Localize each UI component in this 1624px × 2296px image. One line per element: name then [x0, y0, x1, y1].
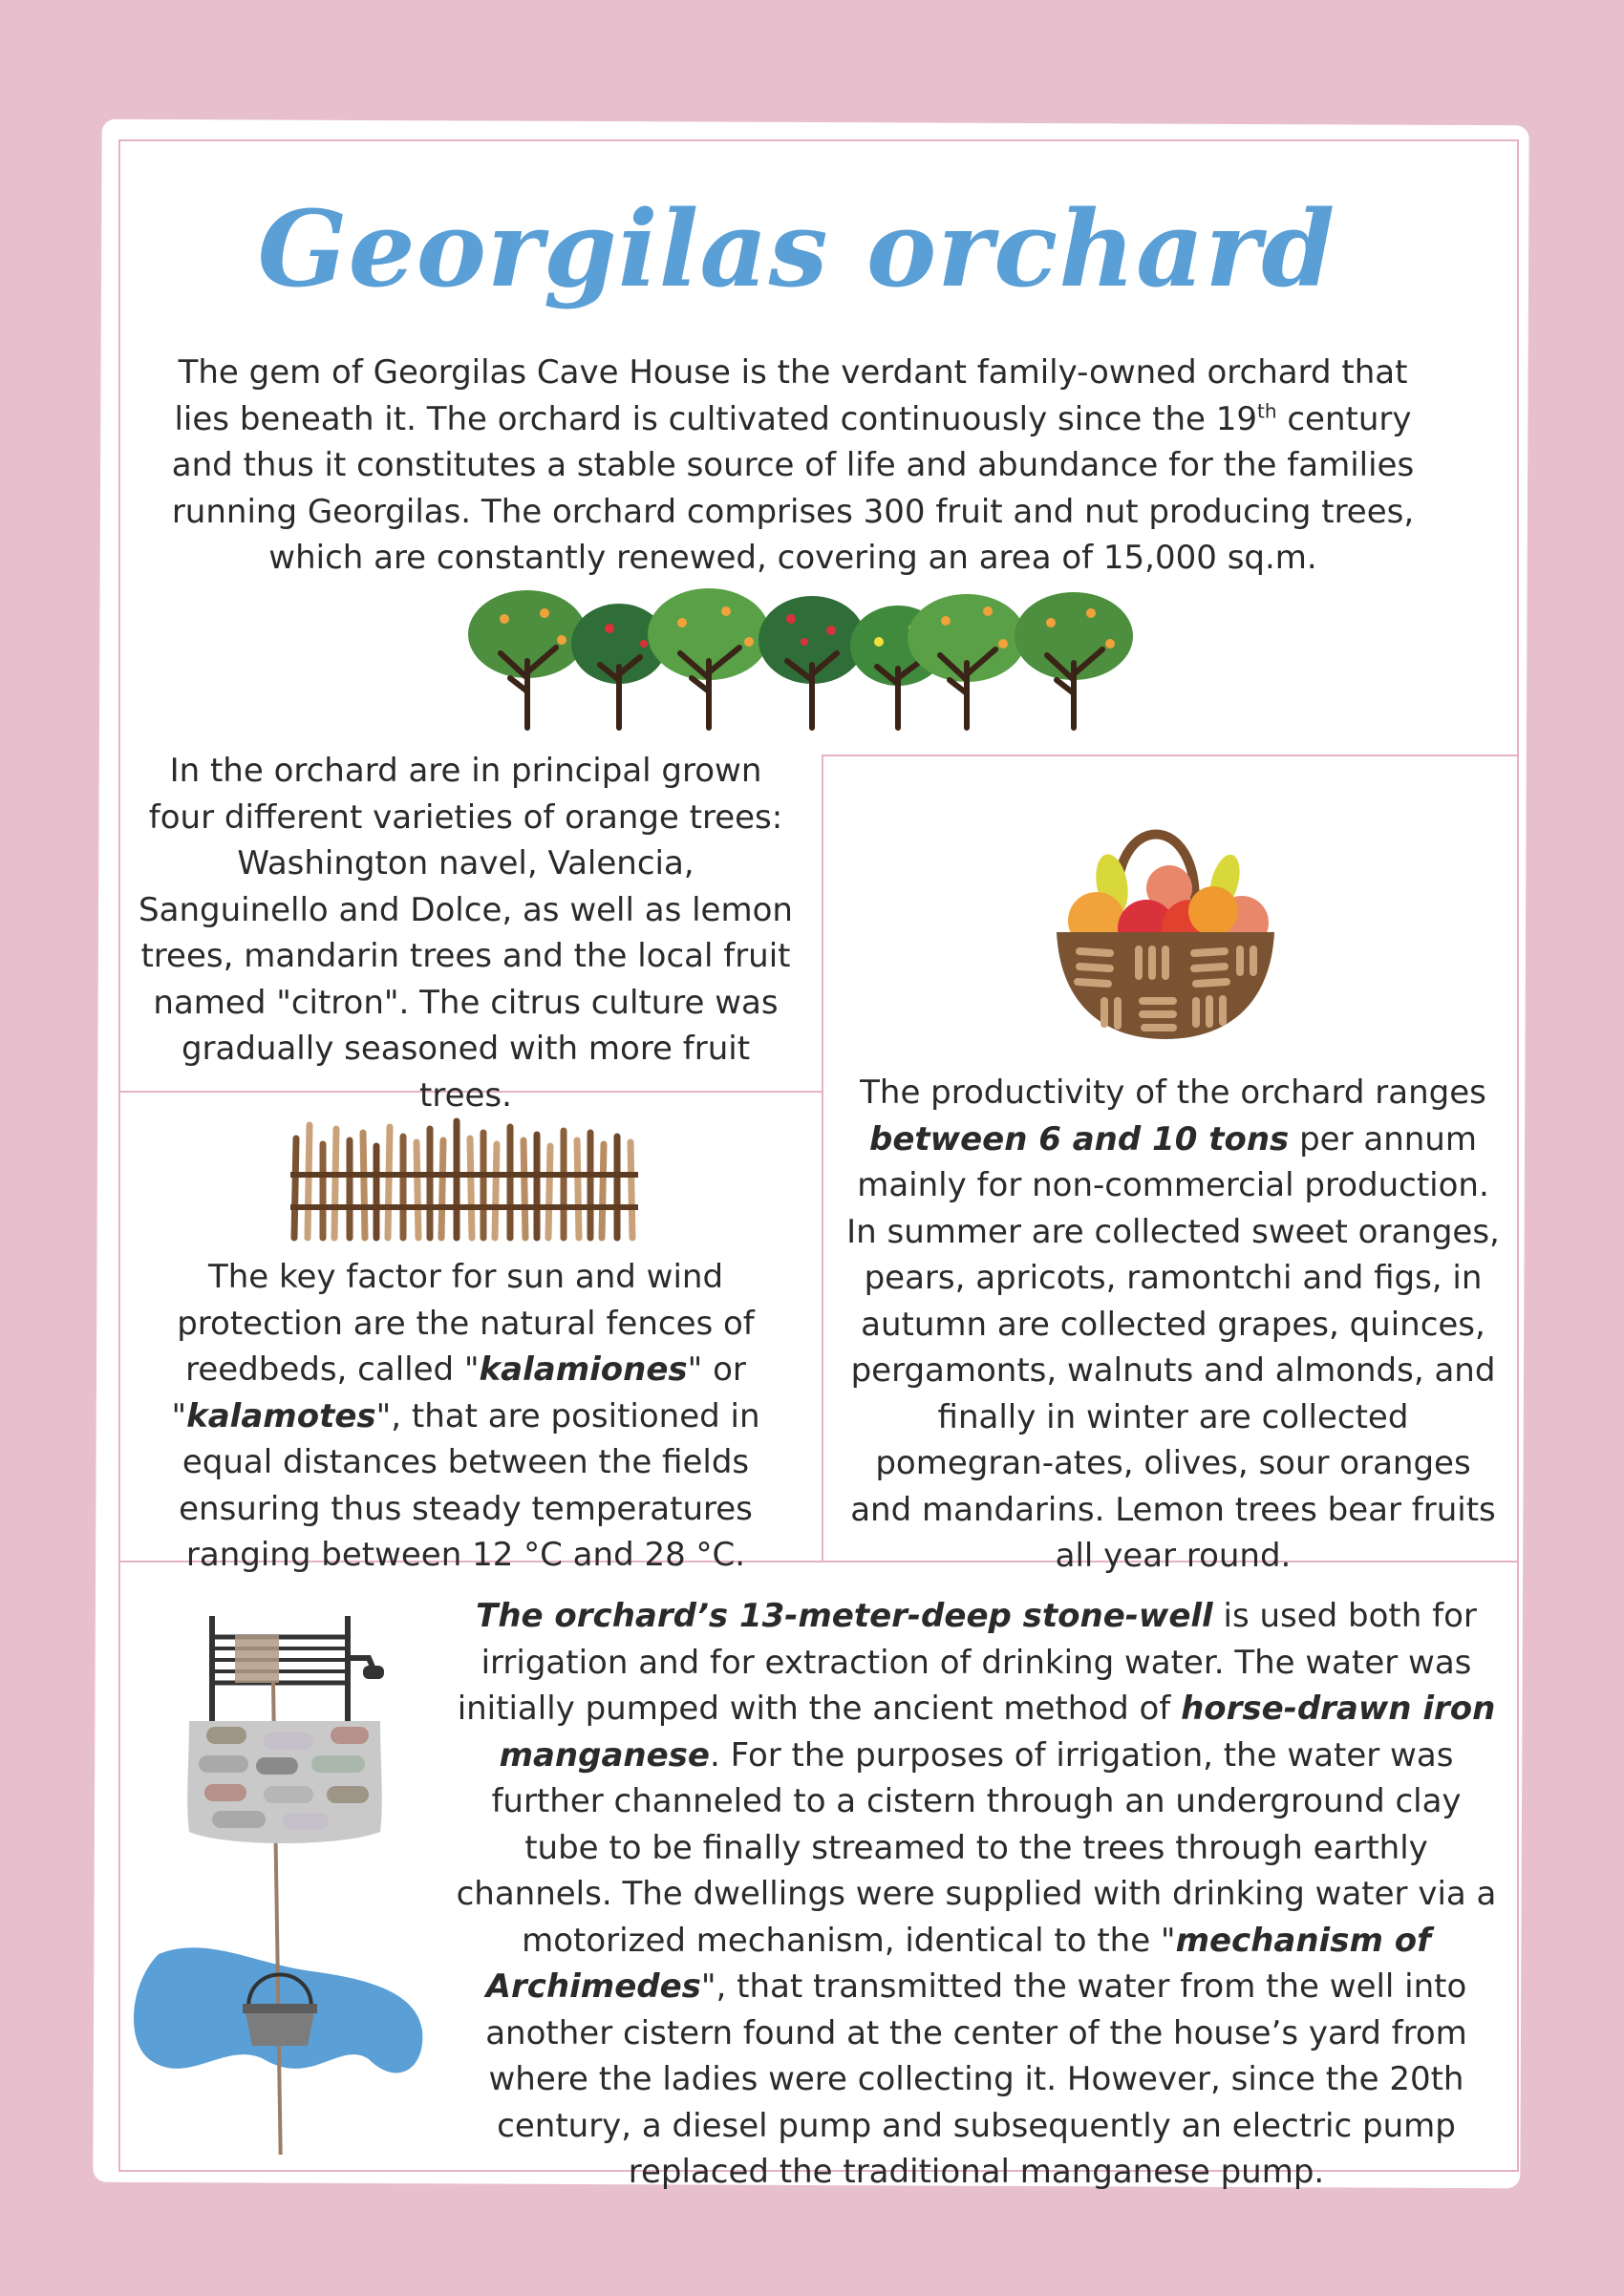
tree-6 [908, 594, 1026, 728]
tree-7 [1015, 592, 1133, 728]
stone-well-icon [130, 1610, 436, 2155]
tree-1 [468, 590, 587, 728]
fences-text-mid: " or " [171, 1350, 746, 1435]
intro-text-2: century and thus it constitutes a stable source of life and abundance for the families running Georgilas. The orchard comprises 300 fruit and nut producing trees, which are constantly renewed, covering an area of 15,000 sq.m. [171, 399, 1415, 577]
tree-3 [648, 588, 770, 728]
fences-text-pre: The key factor for sun and wind protection are the natural fences of reedbeds, called " [177, 1258, 755, 1389]
reed-fence-icon [287, 1116, 642, 1242]
well-text-2: . For the purposes of irrigation, the water was further channeled to a cistern through an underground clay tube to be finally streamed to the trees through earthly channels. The dwellings were supplied with drinking water via a motorized mechanism, identical to the " [456, 1735, 1497, 1960]
productivity-paragraph [846, 1070, 1500, 1580]
fences-text-post: ", that are positioned in equal distances between the fields ensuring thus steady temperatures ranging between 12 °C and 28 °C. [179, 1396, 760, 1574]
tree-row-icon [457, 585, 1144, 733]
page-title: Georgilas orchard [257, 187, 1336, 310]
well-text-1: is used both for irrigation and for extraction of drinking water. The water was initially pumped with the ancient method of [457, 1597, 1477, 1728]
fences-paragraph [134, 1254, 798, 1579]
divider-vertical [822, 755, 823, 1562]
intro-text-1: The gem of Georgilas Cave House is the verdant family-owned orchard that lies beneath it. The orchard is cultivated continuously since the 19 [174, 353, 1408, 438]
well-bold-manganese: horse-drawn iron manganese [499, 1690, 1496, 1775]
fences-term-kalamotes: kalamotes [186, 1396, 376, 1435]
fruit-basket-icon [1051, 789, 1280, 1047]
well-bold-stone-well: The orchard’s 13-meter-deep stone-well [476, 1597, 1213, 1635]
well-paragraph [451, 1593, 1502, 2196]
divider-top-right [822, 755, 1519, 756]
productivity-tons: between 6 and 10 tons [869, 1119, 1290, 1159]
well-bold-archimedes: mechanism of Archimedes [485, 1921, 1431, 2006]
intro-superscript: th [1257, 399, 1277, 423]
intro-paragraph [158, 350, 1428, 582]
well-text-3: ", that transmitted the water from the well into another cistern found at the center of the house’s yard from where the ladies were collecting it. However, since the 20th century, a diesel pump and subsequently an electric pump replaced the traditional manganese pump. [485, 1967, 1467, 2191]
varieties-paragraph: In the orchard are in principal grown four different varieties of orange trees: Washington navel, Valencia, Sanguinello and Dolce, as well as lemon trees, mandarin trees and the local fruit named "citron". The citrus culture was gradually seasoned with more fruit trees. [139, 752, 793, 1115]
tree-4 [759, 596, 865, 728]
fences-term-kalamiones: kalamiones [479, 1350, 688, 1389]
productivity-text-pre: The productivity of the orchard ranges [860, 1074, 1486, 1112]
productivity-text-post: per annum mainly for non-commercial production. In summer are collected sweet oranges, pears, apricots, ramontchi and figs, in autumn are collected grapes, quinces, pergamonts, walnuts and almonds, and finally in winter are collected pomegran-ates, olives, sour oranges and mandarins. Lemon trees bear fruits all year round. [846, 1119, 1500, 1575]
